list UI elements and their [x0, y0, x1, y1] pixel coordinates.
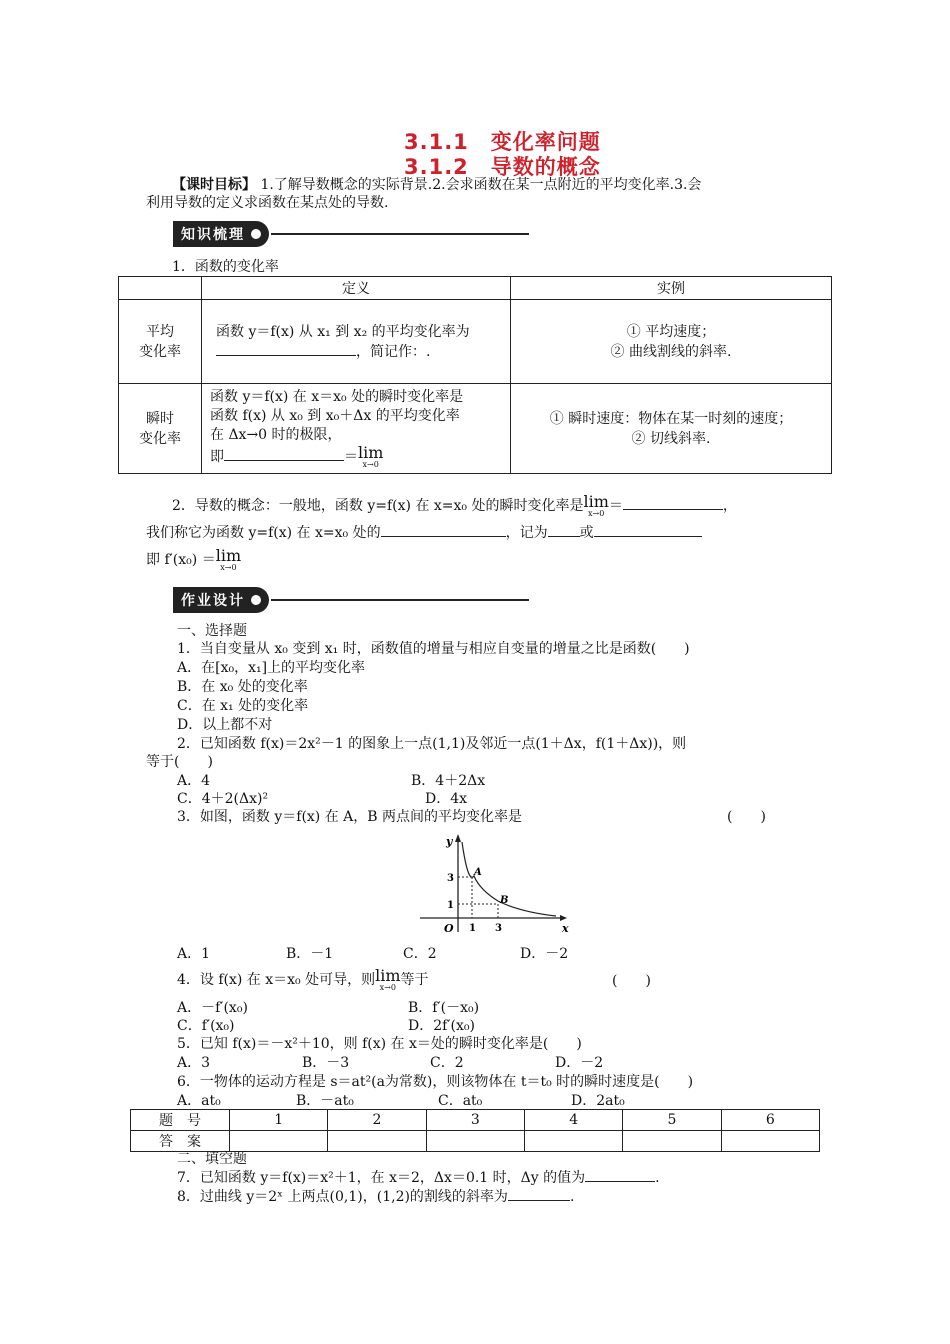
section-banner-homework [173, 587, 529, 613]
fill-heading: 二、填空题 [177, 1151, 247, 1167]
answer-cell[interactable] [524, 1131, 622, 1152]
x-axis-arrow-icon [560, 915, 567, 921]
q4-stem: 4．设 f(x) 在 x＝x₀ 处可导，则 lim x→0 等于 [177, 966, 429, 992]
answer-table-num: 1 [230, 1110, 328, 1131]
choice-heading: 一、选择题 [177, 623, 247, 639]
x-tick-3: 3 [495, 923, 502, 934]
x-axis-label: x [562, 922, 569, 935]
q6-stem: 6．一物体的运动方程是 s＝at²(a为常数)，则该物体在 t＝t₀ 时的瞬时速度是( ) [177, 1074, 694, 1090]
q1-option-b: B．在 x₀ 处的变化率 [177, 679, 308, 695]
point-b-label: B [500, 895, 509, 906]
goals-text1: 1.了解导数概念的实际背景.2.会求函数在某一点附近的平均变化率.3.会 [260, 177, 702, 193]
y-axis-arrow-icon [455, 834, 461, 842]
q2-option-d: D．4x [425, 791, 468, 807]
q3-option-d: D．－2 [520, 946, 569, 962]
q5-option-a: A．3 [177, 1055, 211, 1071]
concept-line2: 我们称它为函数 y=f(x) 在 x=x₀ 处的 ，记为 或 [146, 524, 702, 542]
q5-option-c: C．2 [430, 1055, 464, 1071]
dot-icon [251, 229, 261, 239]
q4-option-a: A．－f′(x₀) [177, 1000, 248, 1016]
table-header-example: 实例 [511, 277, 832, 300]
q3-option-c: C．2 [403, 946, 437, 962]
q2-option-b: B．4＋2Δx [411, 773, 486, 789]
q3-option-a: A．1 [177, 946, 211, 962]
q2-stem: 2．已知函数 f(x)＝2x²－1 的图象上一点(1,1)及邻近一点(1＋Δx，f(1＋Δx))，则 [177, 736, 687, 752]
point-a-label: A [474, 867, 482, 878]
answer-table-num: 6 [721, 1110, 819, 1131]
answer-cell[interactable] [426, 1131, 524, 1152]
q6-option-a: A．at₀ [177, 1093, 221, 1109]
cell-average-example: ① 平均速度； ② 曲线割线的斜率. [511, 300, 832, 384]
q1-option-c: C．在 x₁ 处的变化率 [177, 698, 309, 714]
cell-instant-example: ① 瞬时速度：物体在某一时刻的速度； ② 切线斜率. [511, 384, 832, 474]
y-axis-label: y [446, 835, 453, 848]
answer-table-row2-label: 答 案 [131, 1131, 230, 1152]
q5-option-d: D．－2 [555, 1055, 604, 1071]
q5-option-b: B．－3 [302, 1055, 350, 1071]
cell-instant-definition: 函数 y＝f(x) 在 x＝x₀ 处的瞬时变化率是 函数 f(x) 从 x₀ 到 x₀＋Δx 的平均变化率 在 Δx→0 时的极限， 即 ＝ lim x→0 [202, 384, 511, 474]
q5-stem: 5．已知 f(x)＝－x²＋10，则 f(x) 在 x＝处的瞬时变化率是( ) [177, 1036, 582, 1052]
q8-stem: 8．过曲线 y＝2ˣ 上两点(0,1)，(1,2)的割线的斜率为 . [177, 1189, 575, 1205]
section-banner-knowledge [173, 221, 529, 247]
row-label-average: 平均 变化率 [119, 300, 202, 384]
page-title-line1: 3.1.1 变化率问题 [404, 130, 601, 154]
answer-table-row1-label: 题 号 [131, 1110, 230, 1131]
banner-label: 作业设计 [181, 593, 245, 609]
section1-heading: 1．函数的变化率 [172, 259, 279, 275]
cell-average-definition: 函数 y＝f(x) 从 x₁ 到 x₂ 的平均变化率为 ，简记作：. [202, 300, 511, 384]
q4-option-c: C．f′(x₀) [177, 1018, 235, 1034]
q6-option-d: D．2at₀ [571, 1093, 625, 1109]
q4-option-d: D．2f′(x₀) [408, 1018, 475, 1034]
concept-line3: 即 f′(x₀) ＝ lim x→0 [146, 546, 242, 572]
table-header-definition: 定义 [202, 277, 511, 300]
y-tick-1: 1 [447, 900, 454, 911]
x-tick-1: 1 [469, 923, 476, 934]
q6-option-c: C．at₀ [438, 1093, 483, 1109]
dot-icon [251, 595, 261, 605]
q3-paren: ( ) [727, 809, 766, 825]
q7-stem: 7．已知函数 y＝f(x)＝x²＋1，在 x＝2，Δx＝0.1 时，Δy 的值为 . [177, 1170, 660, 1186]
answer-table-num: 5 [623, 1110, 721, 1131]
q4-paren: ( ) [612, 973, 651, 989]
answer-cell[interactable] [721, 1131, 819, 1152]
answer-cell[interactable] [623, 1131, 721, 1152]
q2-stem2: 等于( ) [146, 754, 213, 770]
q1-stem: 1．当自变量从 x₀ 变到 x₁ 时，函数值的增量与相应自变量的增量之比是函数( ) [177, 641, 690, 657]
q7-answer-blank[interactable] [585, 1181, 655, 1182]
answer-table-num: 2 [328, 1110, 426, 1131]
answer-table-num: 4 [524, 1110, 622, 1131]
curve [462, 842, 556, 916]
q1-option-d: D．以上都不对 [177, 717, 273, 733]
answer-table-num: 3 [426, 1110, 524, 1131]
page-title-line2: 3.1.2 导数的概念 [404, 155, 601, 179]
y-tick-3: 3 [447, 873, 454, 884]
q8-answer-blank[interactable] [508, 1200, 570, 1201]
row-label-instant: 瞬时 变化率 [119, 384, 202, 474]
banner-rule [271, 233, 529, 235]
goals-label: 【课时目标】 [172, 177, 256, 193]
answer-cell[interactable] [230, 1131, 328, 1152]
banner-label: 知识梳理 [181, 227, 245, 243]
q4-option-b: B．f′(－x₀) [408, 1000, 480, 1016]
banner-rule [271, 599, 529, 601]
rate-table [118, 276, 832, 474]
q3-graph-figure [410, 828, 570, 938]
q2-option-a: A．4 [177, 773, 211, 789]
q6-option-b: B．－at₀ [296, 1093, 354, 1109]
q1-option-a: A．在[x₀，x₁]上的平均变化率 [177, 660, 366, 676]
goals-line1 [172, 176, 701, 194]
answer-table [130, 1109, 820, 1152]
answer-cell[interactable] [328, 1131, 426, 1152]
q2-option-c: C．4＋2(Δx)² [177, 791, 269, 807]
origin-label: O [444, 922, 454, 935]
concept-line1: 2．导数的概念：一般地，函数 y=f(x) 在 x=x₀ 处的瞬时变化率是 lim x→0 ＝ ， [172, 492, 737, 518]
q3-option-b: B．－1 [286, 946, 334, 962]
goals-line2: 利用导数的定义求函数在某点处的导数. [146, 195, 389, 211]
q3-stem: 3．如图，函数 y＝f(x) 在 A，B 两点间的平均变化率是 [177, 809, 523, 825]
